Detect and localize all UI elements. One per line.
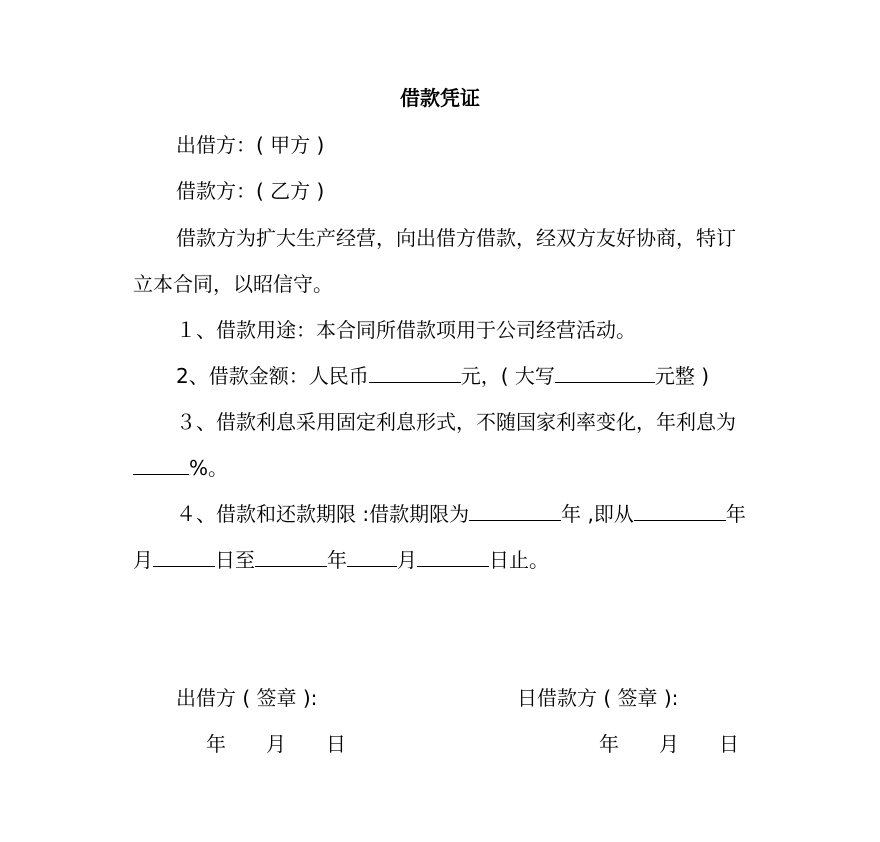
clause-3-percent: %。 [189, 456, 229, 480]
clause-2-suffix: 元整 ) [654, 364, 710, 388]
clause-2-amount [176, 362, 709, 390]
clause-4-year: 年 [327, 548, 347, 572]
end-day-blank[interactable] [417, 548, 489, 567]
clause-1-purpose: １、借款用途：本合同所借款项用于公司经营活动。 [176, 318, 636, 342]
start-month-blank[interactable] [153, 548, 215, 567]
intro-paragraph-line-1: 借款方为扩大生产经营，向出借方借款，经双方友好协商，特订 [176, 226, 736, 250]
clause-4-day-to: 日至 [215, 548, 255, 572]
lender-line: 出借方：( 甲方 ) [176, 133, 325, 157]
end-month-blank[interactable] [347, 548, 397, 567]
clause-2-mid: 元，( 大写 [460, 364, 555, 388]
clause-4-month-2: 月 [397, 548, 417, 572]
clause-3-interest-line-1: ３、借款利息采用固定利息形式，不随国家利率变化，年利息为 [176, 410, 736, 434]
clause-2-prefix: 2、借款金额：人民币 [176, 364, 369, 388]
interest-rate-blank[interactable] [133, 456, 189, 475]
document-title: 借款凭证 [400, 86, 480, 110]
borrower-signature-label: 日借款方 ( 签章 ): [517, 686, 679, 710]
clause-4-end: 日止。 [489, 548, 549, 572]
end-year-blank[interactable] [255, 548, 327, 567]
term-years-blank[interactable] [469, 502, 561, 521]
borrower-line: 借款方：( 乙方 ) [176, 179, 325, 203]
intro-paragraph-line-2: 立本合同，以昭信守。 [133, 272, 333, 296]
clause-4-month: 月 [133, 548, 153, 572]
borrower-signature-date: 年 月 日 [599, 732, 739, 756]
amount-uppercase-blank[interactable] [555, 364, 655, 383]
clause-4-term-line-2 [133, 546, 549, 574]
clause-4-term-line-1 [176, 500, 746, 528]
clause-3-interest-line-2 [133, 454, 228, 482]
clause-4-prefix: ４、借款和还款期限 :借款期限为 [176, 502, 470, 526]
clause-4-mid: 年 ,即从 [561, 502, 634, 526]
start-year-blank[interactable] [634, 502, 726, 521]
lender-signature-date: 年 月 日 [206, 732, 346, 756]
lender-signature-label: 出借方 ( 签章 ): [176, 686, 318, 710]
amount-blank[interactable] [369, 364, 461, 383]
clause-4-suffix: 年 [725, 502, 746, 526]
